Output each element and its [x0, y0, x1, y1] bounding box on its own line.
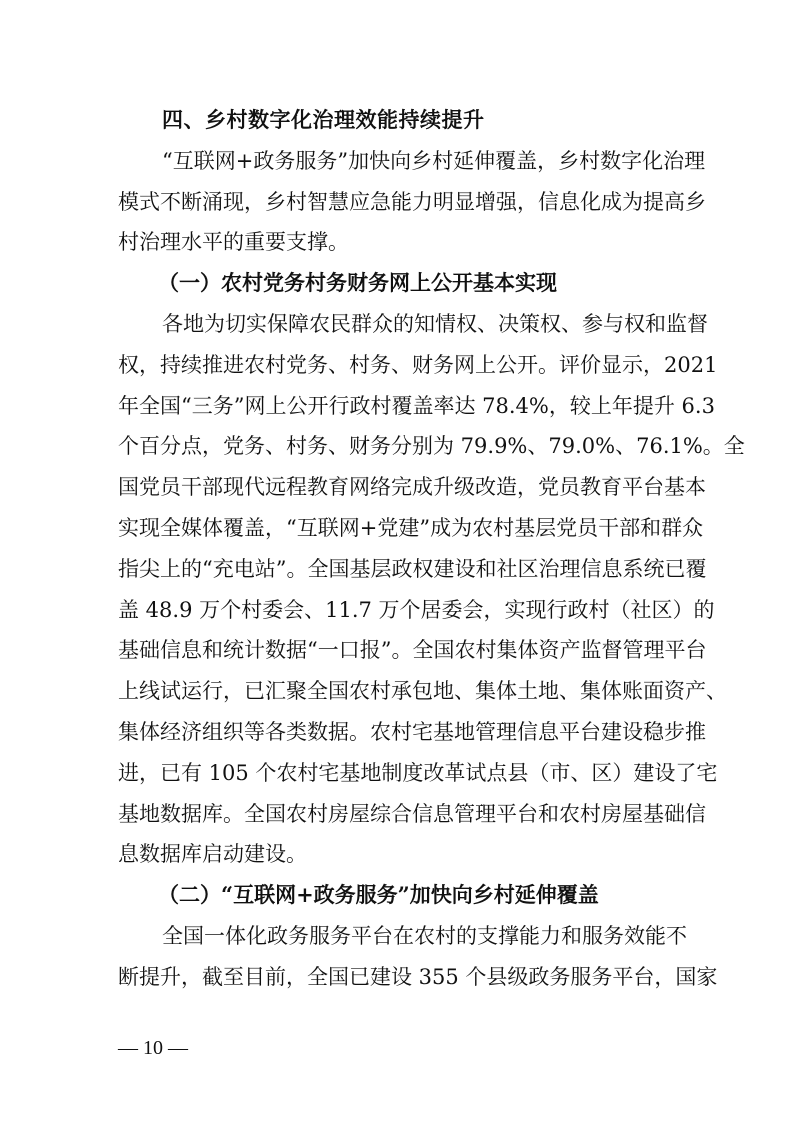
paragraph-line: 个百分点，党务、村务、财务分别为 79.9%、79.0%、76.1%。全 [118, 434, 745, 459]
paragraph-line: 年全国“三务”网上公开行政村覆盖率达 78.4%，较上年提升 6.3 [118, 393, 715, 418]
paragraph-line: 实现全媒体覆盖，“互联网+党建”成为农村基层党员干部和群众 [118, 515, 704, 540]
paragraph-line: 断提升，截至目前，全国已建设 355 个县级政务服务平台，国家 [118, 964, 718, 989]
paragraph-line: 权，持续推进农村党务、村务、财务网上公开。评价显示，2021 [118, 352, 718, 377]
subsection-1-heading: （一）农村党务村务财务网上公开基本实现 [158, 270, 557, 296]
subsection-1-paragraph [118, 304, 745, 875]
paragraph-line: 息数据库启动建设。 [118, 842, 307, 867]
paragraph-line: 各地为切实保障农民群众的知情权、决策权、参与权和监督 [162, 311, 708, 336]
paragraph-line: 全国一体化政务服务平台在农村的支撑能力和服务效能不 [162, 923, 687, 948]
subsection-2-paragraph [118, 916, 718, 998]
page-number: — 10 — [118, 1037, 188, 1059]
intro-paragraph [118, 141, 706, 263]
paragraph-line: 上线试运行，已汇聚全国农村承包地、集体土地、集体账面资产、 [118, 679, 727, 704]
paragraph-line: 基础信息和统计数据“一口报”。全国农村集体资产监督管理平台 [118, 638, 707, 663]
paragraph-line: 模式不断涌现，乡村智慧应急能力明显增强，信息化成为提高乡 [118, 189, 706, 214]
paragraph-line: 集体经济组织等各类数据。农村宅基地管理信息平台建设稳步推 [118, 719, 706, 744]
paragraph-line: 指尖上的“充电站”。全国基层政权建设和社区治理信息系统已覆 [118, 556, 707, 581]
paragraph-line: 村治理水平的重要支撑。 [118, 230, 349, 255]
subsection-2-heading: （二）“互联网+政务服务”加快向乡村延伸覆盖 [158, 882, 599, 908]
paragraph-line: 基地数据库。全国农村房屋综合信息管理平台和农村房屋基础信 [118, 801, 706, 826]
paragraph-line: 盖 48.9 万个村委会、11.7 万个居委会，实现行政村（社区）的 [118, 597, 715, 622]
section-heading: 四、乡村数字化治理效能持续提升 [162, 108, 485, 132]
paragraph-line: 进，已有 105 个农村宅基地制度改革试点县（市、区）建设了宅 [118, 760, 718, 785]
paragraph-line: 国党员干部现代远程教育网络完成升级改造，党员教育平台基本 [118, 475, 706, 500]
page-content [118, 100, 745, 998]
paragraph-line: “互联网+政务服务”加快向乡村延伸覆盖，乡村数字化治理 [162, 148, 706, 173]
